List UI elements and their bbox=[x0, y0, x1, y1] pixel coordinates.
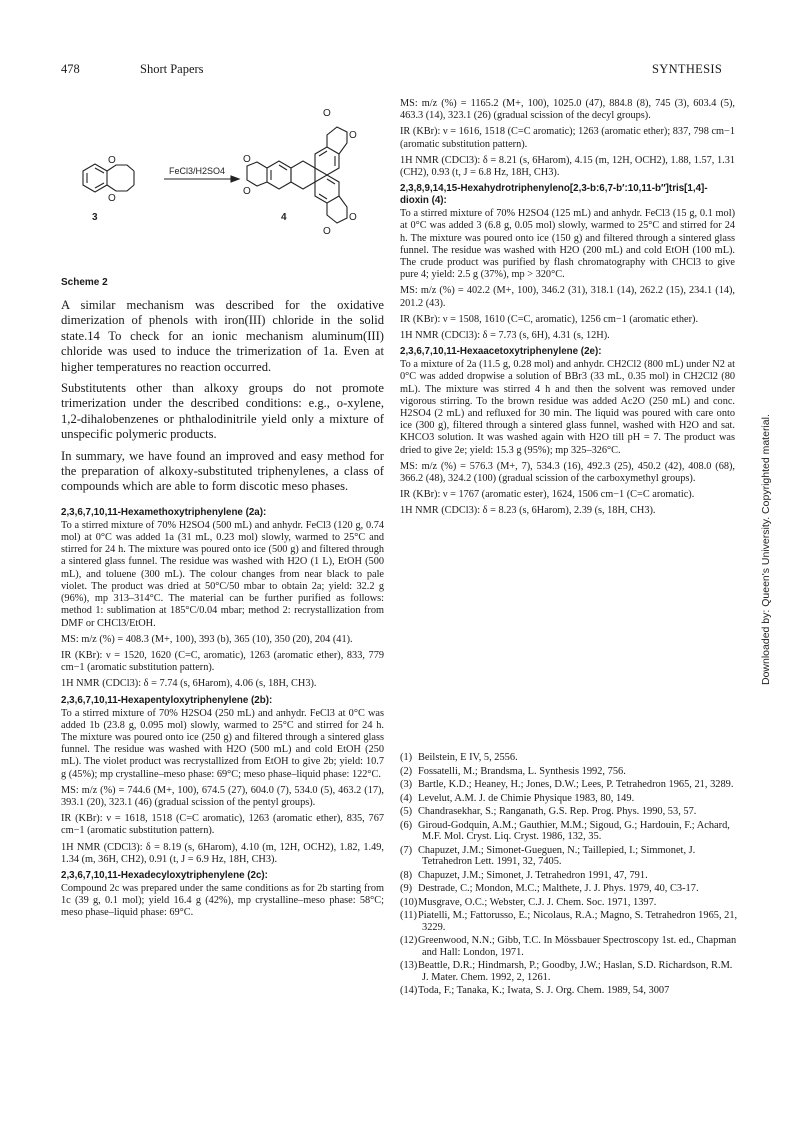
nmr-data: 1H NMR (CDCl3): δ = 8.23 (s, 6Harom), 2.39 (s, 18H, CH3). bbox=[400, 505, 656, 517]
reference-text: Chandrasekhar, S.; Ranganath, G.S. Rep. Prog. Phys. 1990, 53, 57. bbox=[418, 806, 697, 817]
page-number: 478 bbox=[61, 62, 80, 76]
reference-item bbox=[400, 820, 740, 843]
paragraph: In summary, we have found an improved and easy method for the preparation of alkoxy-substituted triphenylenes, a class of compounds which are able to form discotic meso phases. bbox=[61, 448, 384, 494]
section-heading: 2,3,6,7,10,11-Hexamethoxytriphenylene (2a): bbox=[61, 506, 267, 518]
reference-number: (5) bbox=[400, 806, 413, 817]
journal-name: SYNTHESIS bbox=[652, 62, 723, 76]
section-heading: 2,3,6,7,10,11-Hexaacetoxytriphenylene (2e): bbox=[400, 346, 602, 358]
oxygen-label: O bbox=[108, 193, 116, 204]
paragraph: A similar mechanism was described for the oxidative dimerization of phenols with iron(III) chloride in the solid state.14 To check for an ionic mechanism aluminum(III) chloride was used to induce the trimerization of 1a. Even at higher temperatures no reaction occurred. bbox=[61, 298, 384, 374]
nmr-data: 1H NMR (CDCl3): δ = 7.73 (s, 6H), 4.31 (s, 12H). bbox=[400, 330, 610, 342]
reference-number: (6) bbox=[400, 819, 413, 831]
procedure-text: To a stirred mixture of 70% H2SO4 (125 mL) and anhydr. FeCl3 (15 g, 0.1 mol) at 0°C was added 3 (6.8 g, 0.05 mol) slowly, warmed to 25°C and stirred for 24 h. The mixture was poured onto ice (150 g) and filtered through a sintered glass funnel. The residue was washed with H2O (200 mL) and cold EtOH (100 mL). The crude product was purified by flash chromatography with CHCl3 to give pure 4; yield: 2.5 g (37%), mp > 320°C. bbox=[400, 208, 735, 281]
ir-data: IR (KBr): ν = 1508, 1610 (C=C, aromatic), 1256 cm−1 (aromatic ether). bbox=[400, 313, 699, 325]
reference-item bbox=[400, 793, 740, 805]
reference-text: Giroud-Godquin, A.M.; Gauthier, M.M.; Sigoud, G.; Hardouin, F.; Achard, M.F. Mol. Cryst. Liq. Cryst. 1986, 132, 35. bbox=[418, 819, 730, 842]
section-heading: 2,3,6,7,10,11-Hexapentyloxytriphenylene (2b): bbox=[61, 694, 273, 706]
section-heading: 2,3,8,9,14,15-Hexahydrotriphenyleno[2,3-b:6,7-b′:10,11-b″]tris[1,4]-dioxin (4): bbox=[400, 183, 708, 207]
reference-number: (14) bbox=[400, 985, 418, 996]
reference-item bbox=[400, 985, 740, 997]
reference-text: Piatelli, M.; Fattorusso, E.; Nicolaus, R.A.; Magno, S. Tetrahedron 1965, 21, 3229. bbox=[418, 910, 738, 933]
reference-number: (8) bbox=[400, 869, 413, 881]
reference-item bbox=[400, 910, 740, 933]
reference-number: (10) bbox=[400, 896, 418, 908]
reference-number: (12) bbox=[400, 935, 418, 946]
reference-list bbox=[400, 752, 740, 999]
reference-number: (4) bbox=[400, 792, 413, 804]
ms-data: MS: m/z (%) = 408.3 (M+, 100), 393 (b), 365 (10), 350 (20), 204 (41). bbox=[61, 633, 353, 645]
oxygen-label: O bbox=[243, 186, 251, 197]
procedure-text: Compound 2c was prepared under the same conditions as for 2b starting from 1c (39 g, 0.1 mol); yield 16.4 g (42%), mp crystalline–meso phase: 58°C; meso phase–liquid phase: 69°C. bbox=[61, 882, 384, 919]
reference-text: Levelut, A.M. J. de Chimie Physique 1983, 80, 149. bbox=[418, 792, 635, 804]
reference-item bbox=[400, 960, 740, 983]
ms-data: MS: m/z (%) = 402.2 (M+, 100), 346.2 (31), 318.1 (14), 262.2 (15), 234.1 (14), 201.2 (43). bbox=[400, 285, 735, 309]
reference-text: Fossatelli, M.; Brandsma, L. Synthesis 1992, 756. bbox=[418, 765, 626, 777]
compound-4-label: 4 bbox=[281, 212, 287, 223]
reference-number: (13) bbox=[400, 960, 418, 971]
nmr-data: 1H NMR (CDCl3): δ = 7.74 (s, 6Harom), 4.06 (s, 18H, CH3). bbox=[61, 678, 317, 690]
reference-item bbox=[400, 845, 740, 868]
reference-item bbox=[400, 779, 740, 791]
reference-item bbox=[400, 935, 740, 958]
nmr-data: 1H NMR (CDCl3): δ = 8.21 (s, 6Harom), 4.15 (m, 12H, OCH2), 1.88, 1.57, 1.31 (CH2), 0.93 (t, J = 6.8 Hz, 18H, CH3). bbox=[400, 154, 735, 179]
reference-text: Chapuzet, J.M.; Simonet, J. Tetrahedron 1991, 47, 791. bbox=[418, 869, 648, 881]
compound-4-structure bbox=[247, 127, 347, 223]
paragraph: Substitutents other than alkoxy groups do not promote trimerization under the described conditions: e.g., o-xylene, 1,2-dihalobenzenes or phthalodinitrile yield only a mixture of unspecific polymeric products. bbox=[61, 381, 384, 442]
procedure-text: To a stirred mixture of 70% H2SO4 (250 mL) and anhydr. FeCl3 at 0°C was added 1b (23.8 g, 0.095 mol) slowly, warmed to 25°C and stirred for 24 h. The mixture was poured onto ice (250 g) and filtered through a sintered glass funnel. The residue was washed with H2O (500 mL) and cold EtOH (250 mL). The violet product was recrystallized from EtOH to give 2b; yield: 10.7 g (45%); mp crystalline–meso phase: 69°C; meso phase–liquid phase: 122°C. bbox=[61, 707, 384, 780]
left-column bbox=[61, 298, 384, 924]
reference-number: (3) bbox=[400, 779, 413, 790]
oxygen-label: O bbox=[108, 155, 116, 166]
oxygen-label: O bbox=[323, 226, 331, 237]
download-notice bbox=[760, 355, 774, 685]
oxygen-label: O bbox=[323, 108, 331, 119]
compound-3-structure bbox=[83, 164, 134, 192]
right-column bbox=[400, 98, 735, 522]
oxygen-label: O bbox=[243, 154, 251, 165]
download-notice-text: Downloaded by: Queen's University. Copyrighted material. bbox=[760, 414, 772, 685]
reference-text: Chapuzet, J.M.; Simonet-Gueguen, N.; Taillepied, I.; Simmonet, J. Tetrahedron Lett. 1991, 32, 7405. bbox=[418, 844, 696, 867]
section-title: Short Papers bbox=[140, 62, 204, 76]
reference-item bbox=[400, 752, 740, 764]
ms-data: MS: m/z (%) = 576.3 (M+, 7), 534.3 (16), 492.3 (25), 450.2 (42), 408.0 (68), 366.2 (48), 324.2 (100) (gradual scission of the carboxymethyl groups). bbox=[400, 460, 735, 485]
reference-number: (7) bbox=[400, 844, 413, 856]
reaction-scheme bbox=[61, 98, 391, 288]
section-heading: 2,3,6,7,10,11-Hexadecyloxytriphenylene (2c): bbox=[61, 869, 268, 881]
reference-number: (2) bbox=[400, 765, 413, 777]
reference-item bbox=[400, 766, 740, 778]
reference-item bbox=[400, 870, 740, 882]
reference-number: (9) bbox=[400, 883, 413, 894]
ir-data: IR (KBr): ν = 1618, 1518 (C=C aromatic), 1263 (aromatic ether), 835, 767 cm−1 (aromatic substitution pattern). bbox=[61, 813, 384, 837]
reference-item bbox=[400, 883, 740, 895]
ms-data: MS: m/z (%) = 744.6 (M+, 100), 674.5 (27), 604.0 (7), 534.0 (5), 463.2 (17), 393.1 (20), 323.1 (46) (gradual scission of the pentyl groups). bbox=[61, 784, 384, 808]
scheme-caption: Scheme 2 bbox=[61, 277, 108, 288]
procedure-text: To a stirred mixture of 70% H2SO4 (500 mL) and anhydr. FeCl3 (120 g, 0.74 mol) at 0°C was added 1a (31 mL, 0.23 mol) slowly, warmed to 25°C and stirred for 24 h. The mixture was poured onto ice (500 g) and filtered through a sintered glass funnel. The residue was washed with H2O (1 L), EtOH (500 mL), and toluene (300 mL). The colour changes from near black to pale violet. The product was dried at 50°C/50 mbar to obtain 2a; yield: 32.2 g (96%), mp 313–314°C. The material can be further purified as follows: method 1: sublimation at 185°C/0.04 mbar; method 2: recrystallization from DMF or CHCl3/EtOH. bbox=[61, 519, 384, 629]
ms-data: MS: m/z (%) = 1165.2 (M+, 100), 1025.0 (47), 884.8 (8), 745 (3), 603.4 (5), 463.3 (14), 323.1 (26) (gradual scission of the decyl groups). bbox=[400, 98, 735, 122]
reference-item bbox=[400, 806, 740, 818]
reference-text: Beilstein, E IV, 5, 2556. bbox=[418, 752, 518, 763]
ir-data: IR (KBr): ν = 1520, 1620 (C=C, aromatic), 1263 (aromatic ether), 833, 779 cm−1 (aromatic substitution pattern). bbox=[61, 649, 384, 674]
reference-number: (11) bbox=[400, 910, 417, 921]
reference-text: Bartle, K.D.; Heaney, H.; Jones, D.W.; Lees, P. Tetrahedron 1965, 21, 3289. bbox=[418, 779, 734, 790]
nmr-data: 1H NMR (CDCl3): δ = 8.19 (s, 6Harom), 4.10 (m, 12H, OCH2), 1.82, 1.49, 1.34 (m, 36H, CH2), 0.91 (t, J = 6.9 Hz, 18H, CH3). bbox=[61, 841, 384, 865]
reference-text: Musgrave, O.C.; Webster, C.J. J. Chem. Soc. 1971, 1397. bbox=[418, 896, 657, 908]
reagent-label: FeCl3/H2SO4 bbox=[169, 166, 226, 176]
reference-number: (1) bbox=[400, 752, 413, 763]
reference-text: Toda, F.; Tanaka, K.; Iwata, S. J. Org. Chem. 1989, 54, 3007 bbox=[418, 985, 670, 996]
reference-text: Greenwood, N.N.; Gibb, T.C. In Mössbauer Spectroscopy 1st. ed., Chapman and Hall: London, 1971. bbox=[418, 935, 737, 958]
oxygen-label: O bbox=[349, 212, 357, 223]
oxygen-label: O bbox=[349, 130, 357, 141]
procedure-text: To a mixture of 2a (11.5 g, 0.28 mol) and anhydr. CH2Cl2 (800 mL) under N2 at 0°C was added dropwise a solution of BBr3 (33 mL, 0.35 mol) in CH2Cl2 (80 mL). The mixture was stirred 4 h and then the solvent was removed under vigorous stirring. To the brown residue was added Ac2O (250 mL) and conc. H2SO4 (2 mL) and refluxed for 30 min. The liquid was poured with care onto ice (300 g), filtered through a sintered glass funnel, washed with H2O and sat. KHCO3 solution. It was washed again with H2O till pH = 7. The product was dried to give 2e; yield: 15.3 g (95%); mp 325–326°C. bbox=[400, 359, 735, 456]
reference-item bbox=[400, 897, 740, 909]
reference-text: Destrade, C.; Mondon, M.C.; Malthete, J. J. Phys. 1979, 40, C3-17. bbox=[418, 883, 699, 894]
ir-data: IR (KBr): ν = 1616, 1518 (C=C aromatic); 1263 (aromatic ether); 837, 798 cm−1 (aromatic substitution pattern). bbox=[400, 126, 735, 150]
compound-3-label: 3 bbox=[92, 212, 98, 223]
ir-data: IR (KBr): ν = 1767 (aromatic ester), 1624, 1506 cm−1 (C=C aromatic). bbox=[400, 489, 695, 501]
reference-text: Beattle, D.R.; Hindmarsh, P.; Goodby, J.W.; Haslan, S.D. Richardson, R.M. J. Mater. Chem. 1992, 2, 1261. bbox=[418, 960, 733, 983]
